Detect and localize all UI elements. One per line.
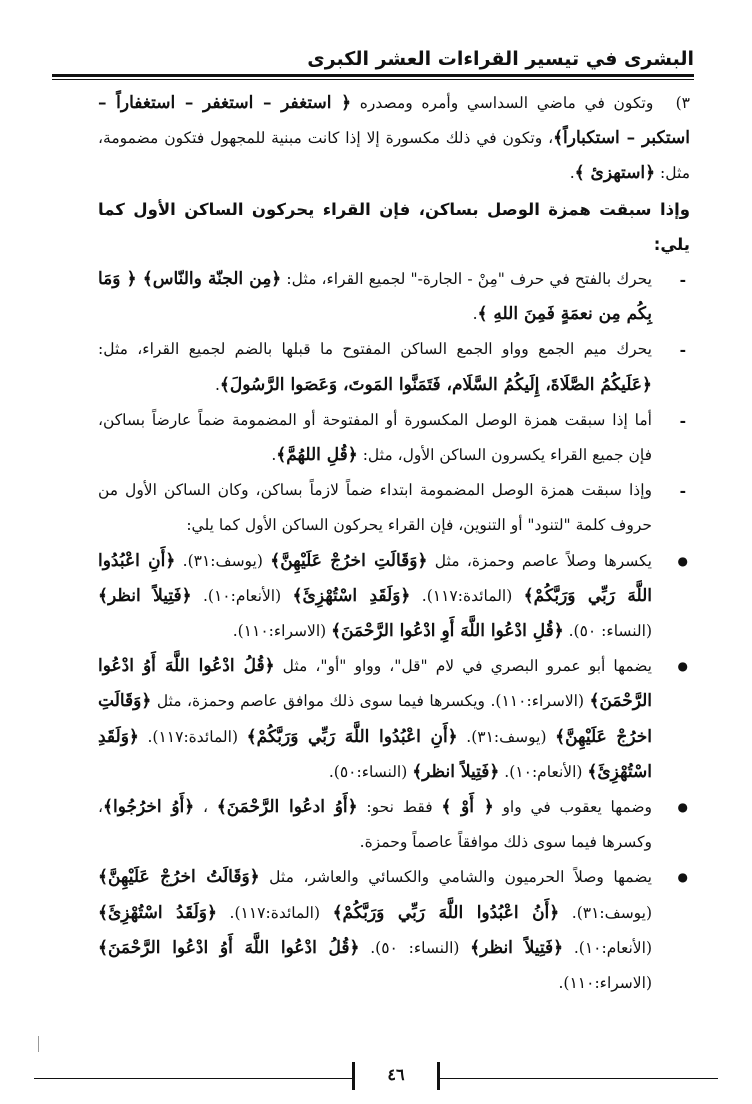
quran-quote: ﴿قُلِ اللهُمَّ﴾	[276, 445, 358, 466]
text: .	[271, 446, 277, 465]
quran-quote: ﴿قُلُ ادْعُوا اللَّهَ أَوُ ادْعُوا الرَّحْمَنَ﴾	[98, 656, 653, 712]
footer-rule-right	[438, 1078, 718, 1079]
quran-quote: ﴿فَتِيلاً انظر﴾	[470, 937, 564, 958]
quran-quote: ﴿أَوُ اخرُجُوا﴾	[103, 797, 195, 818]
footer-bar-right	[437, 1062, 440, 1090]
dash-item	[98, 262, 690, 332]
citation: (المائدة:١١٧).	[410, 586, 524, 605]
quran-quote: ﴿أَنُ اعْبُدُوا اللَّهَ رَبِّي وَرَبَّكُمْ﴾	[332, 902, 560, 923]
citation: (الأنعام:١٠).	[499, 762, 588, 781]
citation: (يوسف:٣١).	[175, 551, 271, 570]
citation: (الاسراء:١١٠).	[232, 622, 332, 641]
citation: (يوسف:٣١).	[457, 727, 556, 746]
running-header: البشرى في تيسير القراءات العشر الكبرى	[307, 48, 694, 70]
header-rule-thin	[52, 79, 694, 80]
text: .	[569, 164, 575, 183]
quran-quote: ﴿استهزئ ﴾	[574, 163, 656, 184]
numbered-paragraph	[98, 86, 690, 192]
quran-quote: ﴿ استغفر – استغفر – استغفاراً – استكبر – استكباراً﴾	[98, 93, 690, 149]
bullet-item	[98, 790, 690, 860]
text: .	[214, 375, 220, 394]
text: .	[472, 305, 478, 324]
text: ، وكسرها فيما سوى ذلك موافقاً عاصماً وحمزة.	[98, 798, 652, 852]
quran-quote: ﴿فَتِيلاً انظر﴾	[412, 761, 500, 782]
quran-quote: ﴿قُلِ ادْعُوا اللَّهَ أَوِ ادْعُوا الرَّحْمَنَ﴾	[331, 621, 564, 642]
citation: (النساء: ٥٠).	[563, 622, 652, 641]
text: يحرك ميم الجمع وواو الجمع الساكن المفتوح ما قبلها بالضم لجميع القراء، مثل:	[98, 340, 652, 359]
margin-mark	[38, 1036, 39, 1052]
text: وضمها يعقوب في واو	[493, 798, 653, 817]
quran-quote: ﴿قُلُ ادْعُوا اللَّهَ أَوُ ادْعُوا الرَّحْمَنَ﴾	[98, 937, 360, 958]
quran-quote: ﴿وَقَالَتِ اخرُجْ عَلَيْهِنَّ﴾	[98, 691, 652, 747]
text: فقط نحو:	[357, 798, 442, 817]
quran-quote: ﴿وَلَقَدُ اسْتُهْزِئَ﴾	[98, 902, 217, 923]
page-number: ٤٦	[387, 1065, 405, 1084]
citation: (يوسف:٣١).	[559, 903, 653, 922]
citation: (النساء:٥٠).	[328, 762, 413, 781]
citation: (الاسراء:١١٠).	[558, 974, 652, 993]
footer-rule-left	[34, 1078, 354, 1079]
header-rule-thick	[52, 74, 694, 77]
citation: (النساء: ٥٠).	[359, 938, 471, 957]
footer-bar-left	[352, 1062, 355, 1090]
text: يكسرها وصلاً عاصم وحمزة، مثل	[427, 551, 652, 570]
text: أما إذا سبقت همزة الوصل المكسورة أو المفتوحة أو المضمومة ضماً عارضاً بساكن، فإن جميع القراء يكسرون الساكن الأول، مثل:	[98, 410, 652, 465]
page-body	[98, 86, 690, 1046]
bullet-item	[98, 649, 690, 790]
citation: (الأنعام:١٠).	[563, 938, 652, 957]
dash-item	[98, 473, 690, 543]
quran-quote: ﴿وَقَالَتُ اخرُجْ عَلَيْهِنَّ﴾	[98, 867, 260, 888]
section-heading: وإذا سبقت همزة الوصل بساكن، فإن القراء يحركون الساكن الأول كما يلي:	[98, 199, 690, 254]
text: وتكون في ماضي السداسي وأمره ومصدره	[351, 94, 662, 112]
bullet-item	[98, 544, 690, 650]
citation: (الأنعام:١٠).	[191, 586, 293, 605]
quran-quote: ﴿وَلَقَدِ اسْتُهْزِئَ﴾	[292, 585, 411, 606]
paragraph-number: ٣)	[675, 94, 690, 112]
quran-quote: ﴿أَنِ اعْبُدُوا اللَّهَ رَبِّي وَرَبَّكُمْ﴾	[98, 550, 652, 606]
citation: (المائدة:١١٧).	[138, 727, 247, 746]
citation: (المائدة:١١٧).	[216, 903, 333, 922]
text: ،	[194, 798, 217, 817]
text: ، وتكون في ذلك مكسورة إلا إذا كانت مبنية للمجهول فتكون مضمومة، مثل:	[98, 129, 690, 183]
dash-item	[98, 403, 690, 473]
dash-item	[98, 332, 690, 402]
quran-quote: ﴿أَوُ ادعُوا الرَّحْمَنَ﴾	[216, 797, 358, 818]
quran-quote: ﴿مِن الجنّة والنّاس﴾ ﴿ وَمَا بِكُم مِن نعمَةٍ فَمِنَ اللهِ ﴾	[98, 269, 652, 325]
quran-quote: ﴿وَقَالَتِ اخرُجْ عَلَيْهِنَّ﴾	[270, 550, 428, 571]
quran-quote: ﴿أَنِ اعْبُدُوا اللَّهَ رَبِّي وَرَبَّكُمْ﴾	[246, 726, 458, 747]
text: وإذا سبقت همزة الوصل المضمومة ابتداء ضماً لازماً بساكن، وكان الساكن الأول من حروف كلمة "لتنود" أو التنوين، فإن القراء يحركون الساكن الأول كما يلي:	[98, 481, 652, 535]
quran-quote: ﴿فَتِيلاً انظر﴾	[98, 585, 192, 606]
citation: (الاسراء:١١٠). ويكسرها فيما سوى ذلك موافق عاصم وحمزة، مثل	[151, 692, 590, 711]
quran-quote: ﴿ أَوْ ﴾	[441, 797, 494, 818]
text: يحرك بالفتح في حرف "مِنْ - الجارة-" لجميع القراء، مثل:	[281, 270, 652, 289]
quran-quote: ﴿وَلَقَدِ اسْتُهْزِئَ﴾	[98, 726, 652, 782]
quran-quote: ﴿عَلَيكُمُ الصَّلَاةَ، إِلَيكُمُ السَّلَام، فَتَمَنَّوا المَوتَ، وَعَصَوا الرَّسُولَ﴾	[219, 374, 652, 395]
bullet-item	[98, 860, 690, 1001]
text: يضمها وصلاً الحرميون والشامي والكسائي والعاشر، مثل	[259, 868, 652, 887]
text: يضمها أبو عمرو البصري في لام "قل"، وواو "أو"، مثل	[274, 657, 652, 676]
